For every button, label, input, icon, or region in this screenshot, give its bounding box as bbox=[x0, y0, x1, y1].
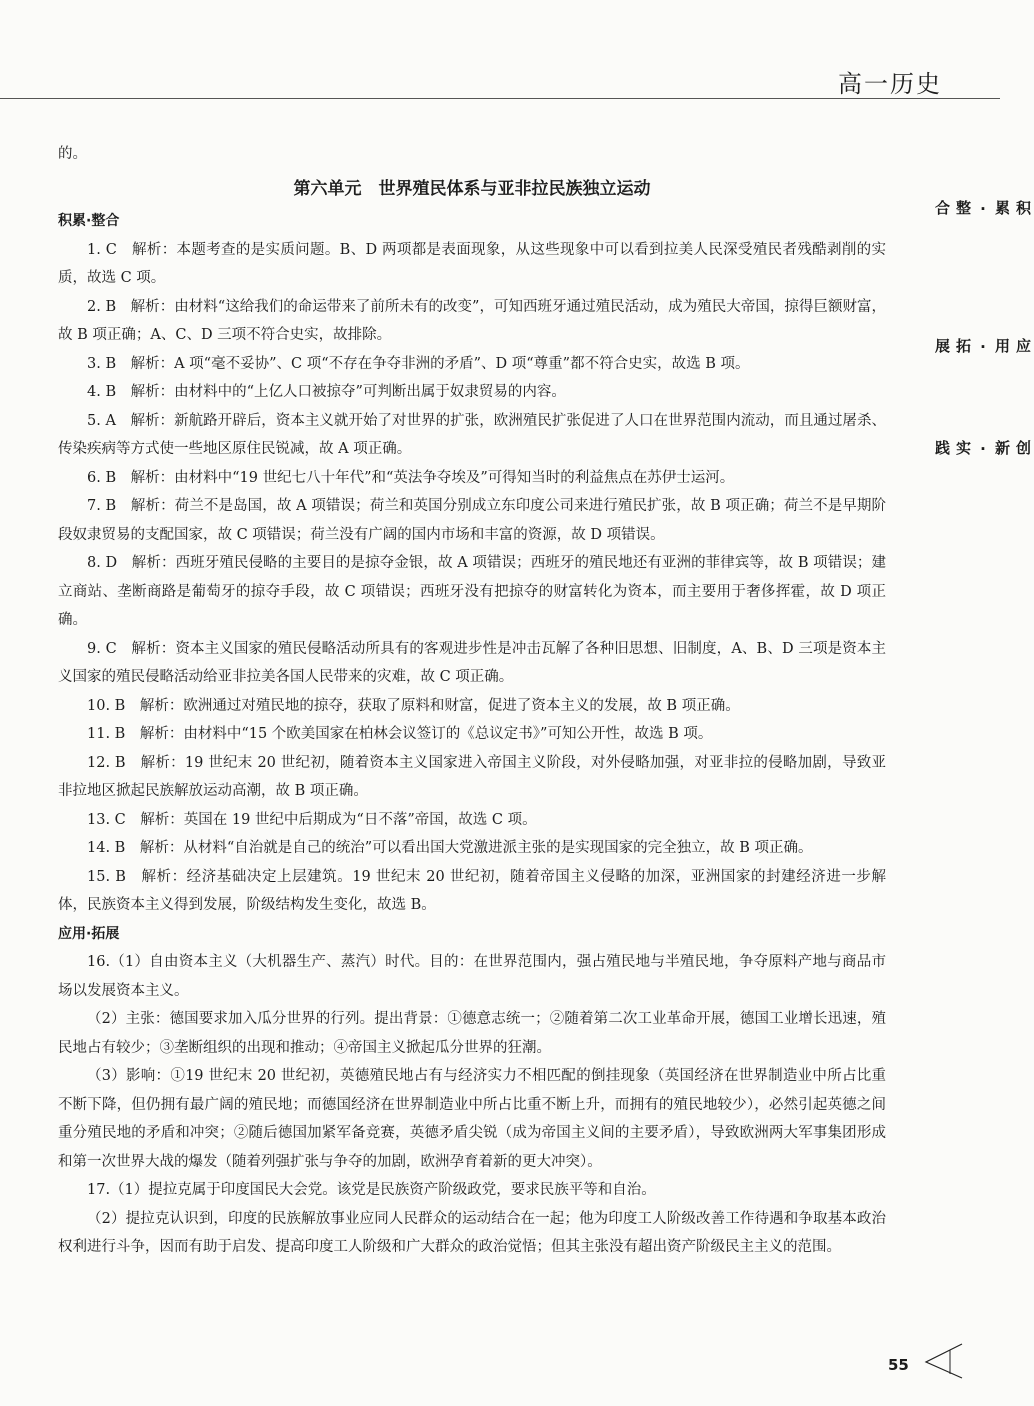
answer-list-2 bbox=[58, 948, 886, 1262]
answer-item: 1. C 解析：本题考查的是实质问题。B、D 两项都是表面现象，从这些现象中可以看到拉美人民深受殖民者残酷剥削的实质，故选 C 项。 bbox=[58, 241, 886, 286]
answer-item: 7. B 解析：荷兰不是岛国，故 A 项错误；荷兰和英国分别成立东印度公司来进行殖民扩张，故 B 项正确；荷兰不是早期阶段奴隶贸易的支配国家，故 C 项错误；荷兰没有广阔的国内市场和丰富的资源，故 D 项错误。 bbox=[58, 498, 886, 543]
page-arrow-icon bbox=[920, 1340, 970, 1380]
continuation-text: 的。 bbox=[58, 146, 87, 162]
page-header bbox=[0, 62, 1000, 96]
answer-item: （2）主张：德国要求加入瓜分世界的行列。提出背景：①德意志统一；②随着第二次工业革命开展，德国工业增长迅速，殖民地占有较少；③垄断组织的出现和推动；④帝国主义掀起瓜分世界的狂潮。 bbox=[58, 1011, 886, 1056]
answer-item: （2）提拉克认识到，印度的民族解放事业应同人民群众的运动结合在一起；他为印度工人阶级改善工作待遇和争取基本政治权利进行斗争，因而有助于启发、提高印度工人阶级和广大群众的政治觉悟；但其主张没有超出资产阶级民主主义的范围。 bbox=[58, 1210, 886, 1255]
section-heading-apply: 应用·拓展 bbox=[58, 925, 120, 942]
answer-item: （3）影响：①19 世纪末 20 世纪初，英德殖民地占有与经济实力不相匹配的倒挂现象（英国经济在世界制造业中所占比重不断下降，但仍拥有最广阔的殖民地；而德国经济在世界制造业中所占比重不断上升，而拥有的殖民地较少），必然引起英德之间重分殖民地的矛盾和冲突；②随后德国加紧军备竞赛，英德矛盾尖锐（成为帝国主义间的主要矛盾），导致欧洲两大军事集团形成和第一次世界大战的爆发（随着列强扩张与争夺的加剧，欧洲孕育着新的更大冲突）。 bbox=[58, 1068, 886, 1170]
answer-item: 3. B 解析：A 项“毫不妥协”、C 项“不存在争夺非洲的矛盾”、D 项“尊重”都不符合史实，故选 B 项。 bbox=[87, 355, 750, 372]
answer-item: 8. D 解析：西班牙殖民侵略的主要目的是掠夺金银，故 A 项错误；西班牙的殖民地还有亚洲的菲律宾等，故 B 项错误；建立商站、垄断商路是葡萄牙的掠夺手段，故 C 项错误；西班牙没有把掠夺的财富转化为资本，而主要用于奢侈挥霍，故 D 项正确。 bbox=[58, 555, 886, 628]
subject-title: 高一历史 bbox=[838, 70, 942, 98]
answer-item: 16.（1）自由资本主义（大机器生产、蒸汽）时代。目的：在世界范围内，强占殖民地与半殖民地，争夺原料产地与商品市场以发展资本主义。 bbox=[58, 954, 886, 999]
answer-item: 14. B 解析：从材料“自治就是自己的统治”可以看出国大党激进派主张的是实现国家的完全独立，故 B 项正确。 bbox=[87, 840, 813, 856]
answer-item: 9. C 解析：资本主义国家的殖民侵略活动所具有的客观进步性是冲击瓦解了各种旧思想、旧制度，A、B、D 三项是资本主义国家的殖民侵略活动给亚非拉美各国人民带来的灾难，故 C 项正确。 bbox=[58, 640, 886, 685]
answer-item: 15. B 解析：经济基础决定上层建筑。19 世纪末 20 世纪初，随着帝国主义侵略的加深，亚洲国家的封建经济进一步解体，民族资本主义得到发展，阶级结构发生变化，故选 B。 bbox=[58, 868, 886, 913]
page-number: 55 bbox=[888, 1356, 909, 1374]
side-tab-accumulate[interactable]: 积累·整合 bbox=[933, 200, 1032, 220]
answer-item: 4. B 解析：由材料中的“上亿人口被掠夺”可判断出属于奴隶贸易的内容。 bbox=[87, 384, 566, 400]
side-tab-innovate[interactable]: 创新·实践 bbox=[933, 440, 1032, 460]
answer-item: 11. B 解析：由材料中“15 个欧美国家在柏林会议签订的《总议定书》”可知公开性，故选 B 项。 bbox=[87, 726, 713, 742]
answer-item: 6. B 解析：由材料中“19 世纪七八十年代”和“英法争夺埃及”可得知当时的利益焦点在苏伊士运河。 bbox=[87, 469, 735, 486]
answer-item: 12. B 解析：19 世纪末 20 世纪初，随着资本主义国家进入帝国主义阶段，对外侵略加强，对亚非拉的侵略加剧，导致亚非拉地区掀起民族解放运动高潮，故 B 项正确。 bbox=[58, 754, 886, 799]
header-rule bbox=[0, 98, 1000, 99]
answer-item: 17.（1）提拉克属于印度国民大会党。该党是民族资产阶级政党，要求民族平等和自治。 bbox=[87, 1182, 656, 1198]
unit-title: 第六单元 世界殖民体系与亚非拉民族独立运动 bbox=[293, 178, 651, 199]
side-tab-apply[interactable]: 应用·拓展 bbox=[933, 338, 1032, 358]
answer-content bbox=[58, 140, 886, 1262]
answer-item: 5. A 解析：新航路开辟后，资本主义就开始了对世界的扩张，欧洲殖民扩张促进了人口在世界范围内流动，而且通过屠杀、传染疾病等方式使一些地区原住民锐减，故 A 项正确。 bbox=[58, 412, 886, 457]
answer-item: 2. B 解析：由材料“这给我们的命运带来了前所未有的改变”，可知西班牙通过殖民活动，成为殖民大帝国，掠得巨额财富，故 B 项正确；A、C、D 三项不符合史实，故排除。 bbox=[58, 298, 886, 343]
section-heading-accumulate: 积累·整合 bbox=[58, 213, 120, 229]
answer-item: 10. B 解析：欧洲通过对殖民地的掠夺，获取了原料和财富，促进了资本主义的发展，故 B 项正确。 bbox=[87, 697, 740, 714]
answer-item: 13. C 解析：英国在 19 世纪中后期成为“日不落”帝国，故选 C 项。 bbox=[87, 811, 537, 828]
answer-list-1 bbox=[58, 236, 886, 920]
